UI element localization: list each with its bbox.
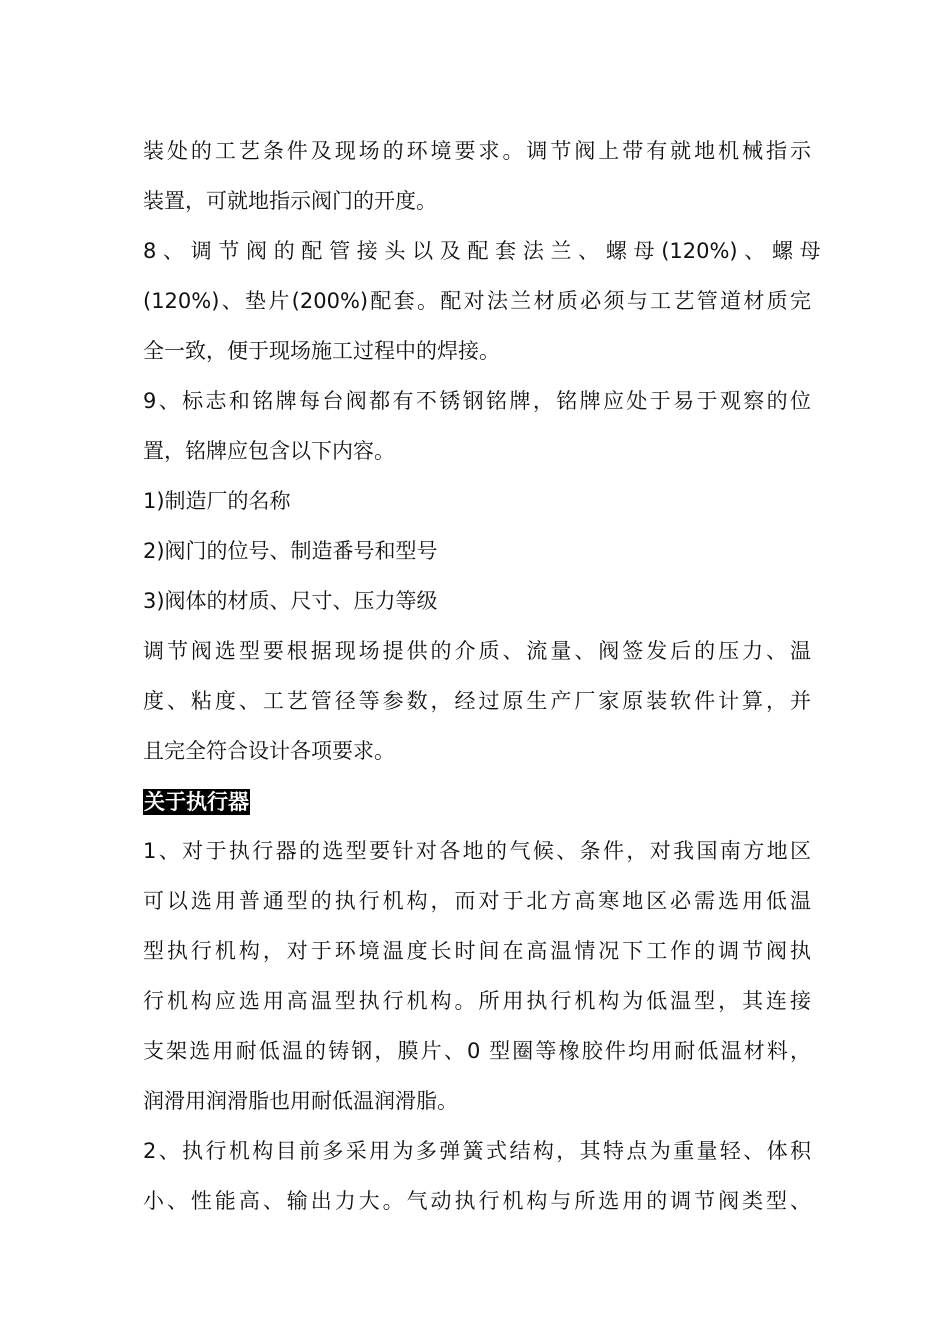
text-line: 装处的工艺条件及现场的环境要求。调节阀上带有就地机械指示: [143, 139, 811, 163]
text-line: 全一致，便于现场施工过程中的焊接。: [143, 339, 500, 363]
text-line: 小、性能高、输出力大。气动执行机构与所选用的调节阀类型、: [143, 1189, 811, 1213]
text-line: 型执行机构，对于环境温度长时间在高温情况下工作的调节阀执: [143, 939, 811, 963]
text-line: 支架选用耐低温的铸钢，膜片、0 型圈等橡胶件均用耐低温材料，: [143, 1039, 811, 1063]
section-heading: 关于执行器: [144, 789, 249, 814]
text-line: 调节阀选型要根据现场提供的介质、流量、阀签发后的压力、温: [143, 639, 811, 663]
text-line: 9、标志和铭牌每台阀都有不锈钢铭牌，铭牌应处于易于观察的位: [143, 389, 811, 413]
list-item: 1)制造厂的名称: [143, 489, 291, 513]
text-line: 行机构应选用高温型执行机构。所用执行机构为低温型，其连接: [143, 989, 811, 1013]
text-line: 置，铭牌应包含以下内容。: [143, 439, 395, 463]
text-line: 2、执行机构目前多采用为多弹簧式结构，其特点为重量轻、体积: [143, 1139, 811, 1163]
list-item: 2)阀门的位号、制造番号和型号: [143, 539, 438, 563]
section-heading-row: [143, 776, 811, 826]
text-line: 装置，可就地指示阀门的开度。: [143, 189, 437, 213]
text-line: 1、对于执行器的选型要针对各地的气候、条件，对我国南方地区: [143, 839, 811, 863]
text-line: 8 、 调 节 阀 的 配 管 接 头 以 及 配 套 法 兰 、 螺 母 (120%) 、 螺 母: [143, 239, 821, 263]
document-page: [143, 126, 821, 1226]
list-item: 3)阀体的材质、尺寸、压力等级: [143, 589, 438, 613]
text-line: 且完全符合设计各项要求。: [143, 739, 395, 763]
text-line: 可以选用普通型的执行机构，而对于北方高寒地区必需选用低温: [143, 889, 811, 913]
text-line: 润滑用润滑脂也用耐低温润滑脂。: [143, 1089, 458, 1113]
text-line: (120%)、垫片(200%)配套。配对法兰材质必须与工艺管道材质完: [143, 289, 811, 313]
text-line: 度、粘度、工艺管径等参数，经过原生产厂家原装软件计算，并: [143, 689, 811, 713]
